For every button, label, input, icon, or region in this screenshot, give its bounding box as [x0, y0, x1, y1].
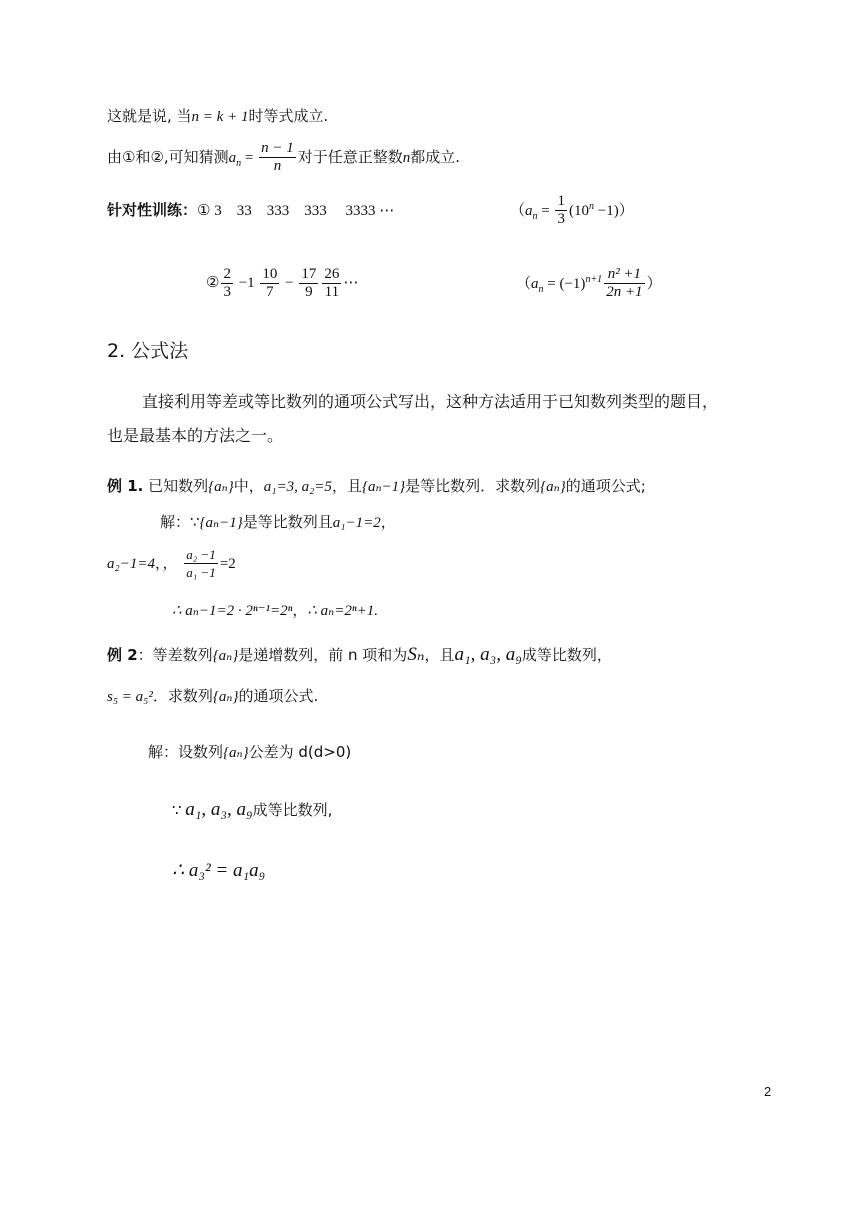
math-expression: −1) [593, 203, 619, 219]
fraction [260, 266, 279, 301]
conjecture-line [107, 140, 460, 175]
text: 时等式成立. [248, 107, 329, 125]
text: ：等差数列 [137, 646, 213, 664]
solution-1-line-2 [107, 546, 236, 581]
solution-1-line-3 [172, 600, 378, 621]
fraction [184, 546, 218, 581]
math-eq: = [537, 203, 554, 219]
text: 中， [233, 477, 264, 495]
math-expression: Sₙ [407, 644, 425, 665]
denominator: 3 [223, 284, 231, 300]
example-2-line-2 [107, 686, 318, 707]
math-expression: ∴ a₃² = a₁a₉ [172, 860, 266, 881]
math-expression: {aₙ} [212, 648, 239, 664]
math-expression: {aₙ−1} [361, 479, 406, 495]
text: 成等比数列, [252, 801, 333, 819]
math-expression: {aₙ} [212, 689, 239, 705]
fraction [322, 266, 341, 301]
text: 解：设数列 [148, 743, 224, 761]
text: ， [380, 513, 396, 531]
paren: ） [646, 274, 662, 292]
term: − [281, 274, 298, 291]
math-sup: n [588, 201, 594, 212]
text: 的通项公式; [565, 477, 646, 495]
text: 公差为 d(d>0) [248, 743, 352, 761]
math-var: a [531, 276, 539, 292]
numerator: 2 [223, 266, 231, 282]
text: 已知数列 [148, 477, 209, 495]
fraction [259, 140, 296, 175]
text: 都成立. [410, 148, 461, 166]
math-sup: n+1 [585, 274, 603, 285]
denominator: n [273, 158, 282, 174]
denominator: 9 [305, 284, 313, 300]
text: ，， [154, 554, 178, 572]
fraction [555, 193, 567, 228]
circled-number: ② [206, 274, 220, 291]
solution-1-line-1 [160, 512, 396, 533]
term: −1 [234, 274, 259, 291]
proof-conclusion-line [107, 106, 328, 127]
paren: （ [516, 274, 532, 292]
numerator: 17 [301, 266, 317, 282]
math-expression: (10 [568, 203, 589, 219]
text: 对于任意正整数 [297, 148, 403, 166]
denominator: 11 [324, 284, 340, 300]
text: ， [292, 601, 308, 619]
denominator: 3 [557, 211, 565, 227]
math-expression: a₁, a₃, a₉ [185, 799, 253, 820]
example-2 [107, 645, 612, 666]
math-expression: ∴ aₙ=2ⁿ+1. [307, 603, 378, 619]
paren: （ [510, 201, 526, 219]
solution-2-line-3 [172, 860, 265, 881]
example-label: 例 1. [107, 477, 144, 495]
fraction [299, 266, 318, 301]
math-expression: =2 [219, 556, 236, 572]
math-expression: {aₙ} [540, 479, 566, 495]
math-expression: a₂−1=4 [107, 556, 155, 572]
numerator: 26 [324, 266, 340, 282]
math-expression: {aₙ−1} [199, 515, 243, 531]
math-sub: n [538, 284, 544, 295]
math-expression: ∴ aₙ−1=2 · 2ⁿ⁻¹=2ⁿ [172, 603, 293, 619]
paragraph-line: 直接利用等差或等比数列的通项公式写出，这种方法适用于已知数列类型的题目， [142, 392, 719, 411]
numerator: a₂ −1 [186, 547, 216, 562]
math-expression: {aₙ} [208, 479, 234, 495]
math-var: a [525, 203, 533, 219]
math-eq: = [241, 150, 258, 166]
text: 由①和②,可知猜测 [107, 148, 229, 166]
example-1 [107, 476, 646, 497]
math-sub: n [236, 158, 242, 169]
solution-2-line-1 [148, 742, 351, 763]
numerator: n − 1 [261, 140, 294, 156]
text: 这就是说, 当 [107, 107, 192, 125]
math-sub: n [532, 211, 538, 222]
numerator: 1 [557, 193, 565, 209]
fraction [604, 266, 644, 301]
paren: ） [618, 201, 634, 219]
page-number: 2 [764, 1084, 772, 1099]
text: 的通项公式. [238, 687, 319, 705]
math-expression: s₅ = a₅² [107, 689, 153, 705]
text: ，且 [424, 646, 455, 664]
math-expression: a₁−1=2 [332, 515, 381, 531]
training-line-2 [206, 266, 358, 301]
math-var: n [402, 150, 411, 166]
fraction [221, 266, 233, 301]
text: 是等比数列．求数列 [405, 477, 541, 495]
because-symbol: ∵ [172, 803, 186, 819]
training-answer-1 [510, 193, 634, 228]
text: ，且 [331, 477, 362, 495]
math-eq: = (−1) [543, 276, 586, 292]
text: ．求数列 [152, 687, 213, 705]
paragraph-line: 也是最基本的方法之一。 [107, 426, 284, 445]
numerator: 10 [262, 266, 278, 282]
text: 是等比数列且 [242, 513, 333, 531]
training-answer-2 [516, 266, 662, 301]
example-label: 例 2 [107, 646, 138, 664]
text: 解：∵ [160, 513, 200, 531]
math-var: a [228, 150, 237, 166]
training-label: 针对性训练： [107, 201, 198, 219]
math-expression: a₁=3, a₂=5 [263, 479, 332, 495]
math-expression: a₁, a₃, a₉ [454, 644, 522, 665]
ellipsis: ⋯ [343, 274, 359, 291]
numerator: n² +1 [604, 266, 644, 284]
math-expression: n = k + 1 [191, 109, 249, 125]
denominator: a₁ −1 [186, 565, 216, 580]
sequence: ① 3 33 333 333 3333 ⋯ [197, 203, 395, 219]
text: 是递增数列，前 n 项和为 [238, 646, 408, 664]
denominator: 2n +1 [606, 284, 643, 300]
section-heading: 2. 公式法 [107, 340, 189, 362]
denominator: 7 [266, 284, 274, 300]
math-expression: {aₙ} [223, 745, 249, 761]
text: 成等比数列， [521, 646, 612, 664]
training-line-1 [107, 200, 394, 221]
solution-2-line-2 [172, 800, 332, 821]
